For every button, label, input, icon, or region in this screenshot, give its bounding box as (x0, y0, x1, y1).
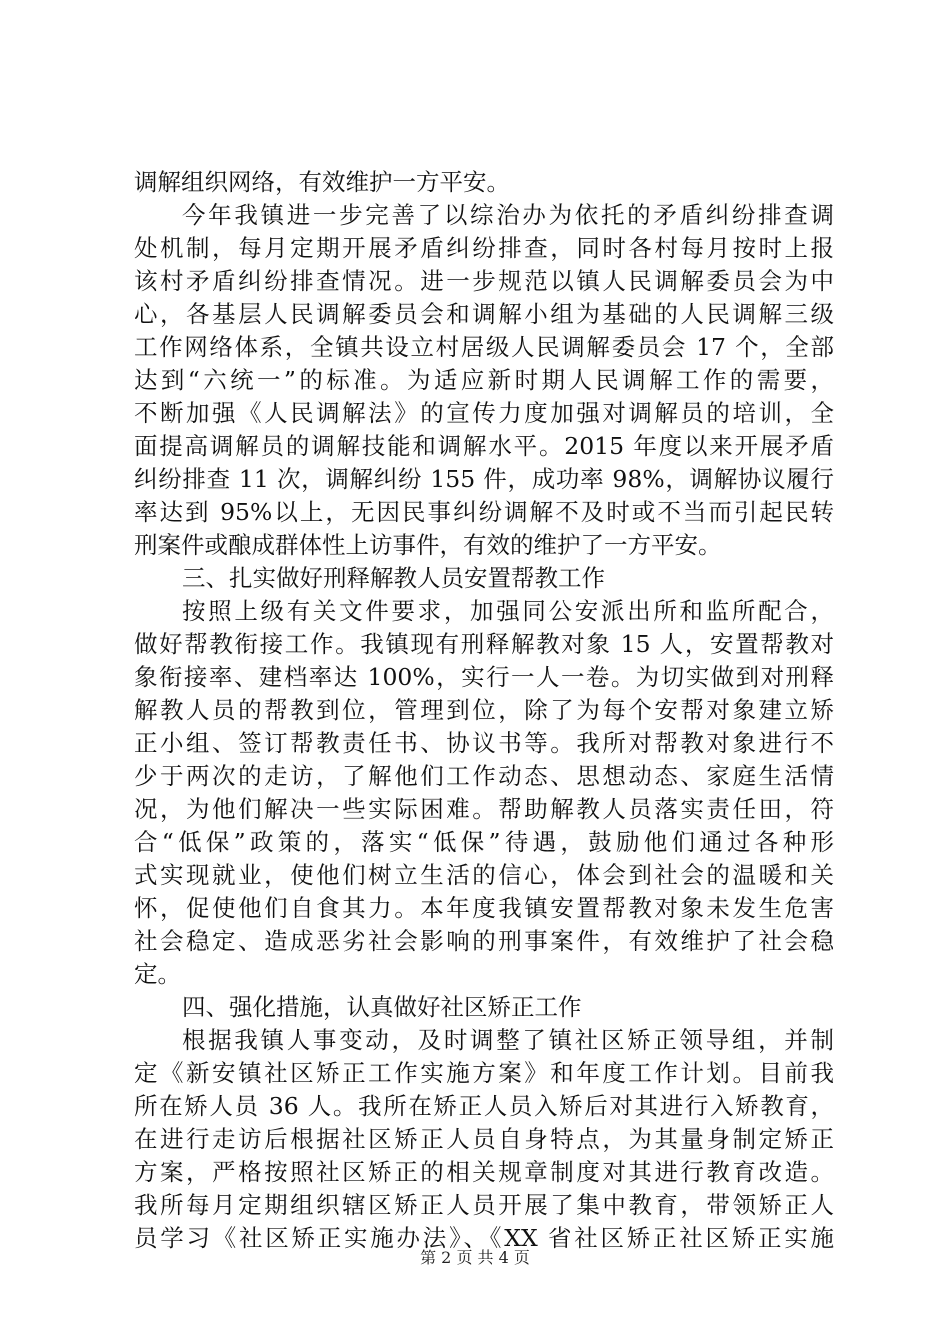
text-line: 况，为他们解决一些实际困难。帮助解教人员落实责任田，符 (134, 795, 834, 823)
text-line: 处机制，每月定期开展矛盾纠纷排查，同时各村每月按时上报 (134, 234, 834, 262)
heading-line: 三、扎实做好刑释解教人员安置帮教工作 (182, 564, 605, 592)
text-line: 正小组、签订帮教责任书、协议书等。我所对帮教对象进行不 (134, 729, 834, 757)
text-line: 怀，促使他们自食其力。本年度我镇安置帮教对象未发生危害 (134, 894, 834, 922)
text-line: 今年我镇进一步完善了以综治办为依托的矛盾纠纷排查调 (182, 201, 834, 229)
text-line: 象衔接率、建档率达 100%，实行一人一卷。为切实做到对刑释 (134, 663, 834, 691)
document-body (134, 166, 834, 1255)
text-line: 达到“六统一”的标准。为适应新时期人民调解工作的需要， (134, 366, 834, 394)
text-line: 我所每月定期组织辖区矫正人员开展了集中教育，带领矫正人 (134, 1191, 834, 1219)
text-line: 定《新安镇社区矫正工作实施方案》和年度工作计划。目前我 (134, 1059, 834, 1087)
text-line: 所在矫人员 36 人。我所在矫正人员入矫后对其进行入矫教育， (134, 1092, 834, 1120)
text-line: 工作网络体系，全镇共设立村居级人民调解委员会 17 个，全部 (134, 333, 834, 361)
paragraph-mediation-network (134, 199, 834, 562)
section-heading-3 (134, 562, 834, 595)
text-line: 解教人员的帮教到位，管理到位，除了为每个安帮对象建立矫 (134, 696, 834, 724)
text-line: 社会稳定、造成恶劣社会影响的刑事案件，有效维护了社会稳 (134, 927, 834, 955)
section-heading-4 (134, 991, 834, 1024)
text-line: 式实现就业，使他们树立生活的信心，体会到社会的温暖和关 (134, 861, 834, 889)
text-line: 定。 (134, 960, 181, 988)
text-line: 不断加强《人民调解法》的宣传力度加强对调解员的培训，全 (134, 399, 834, 427)
text-line: 在进行走访后根据社区矫正人员自身特点，为其量身制定矫正 (134, 1125, 834, 1153)
text-line: 方案，严格按照社区矫正的相关规章制度对其进行教育改造。 (134, 1158, 834, 1186)
text-line: 纠纷排查 11 次，调解纠纷 155 件，成功率 98%，调解协议履行 (134, 465, 834, 493)
text-line: 少于两次的走访，了解他们工作动态、思想动态、家庭生活情 (134, 762, 834, 790)
text-line: 面提高调解员的调解技能和调解水平。2015 年度以来开展矛盾 (134, 432, 834, 460)
text-line: 做好帮教衔接工作。我镇现有刑释解教对象 15 人，安置帮教对 (134, 630, 834, 658)
text-line: 按照上级有关文件要求，加强同公安派出所和监所配合， (182, 597, 834, 625)
paragraph-continuation (134, 166, 834, 199)
text-line: 合“低保”政策的，落实“低保”待遇，鼓励他们通过各种形 (134, 828, 834, 856)
text-line: 员学习《社区矫正实施办法》、《XX 省社区矫正社区矫正实施 (134, 1224, 834, 1252)
text-line: 心，各基层人民调解委员会和调解小组为基础的人民调解三级 (134, 300, 834, 328)
text-line: 刑案件或酿成群体性上访事件，有效的维护了一方平安。 (134, 531, 722, 559)
text-line: 率达到 95%以上，无因民事纠纷调解不及时或不当而引起民转 (134, 498, 834, 526)
text-line: 该村矛盾纠纷排查情况。进一步规范以镇人民调解委员会为中 (134, 267, 834, 295)
text-line: 调解组织网络，有效维护一方平安。 (134, 168, 510, 196)
paragraph-community-correction (134, 1024, 834, 1255)
paragraph-resettlement (134, 595, 834, 991)
heading-line: 四、强化措施，认真做好社区矫正工作 (182, 993, 582, 1021)
text-line: 根据我镇人事变动，及时调整了镇社区矫正领导组，并制 (182, 1026, 834, 1054)
page-number: 第 2 页 共 4 页 (420, 1248, 530, 1267)
